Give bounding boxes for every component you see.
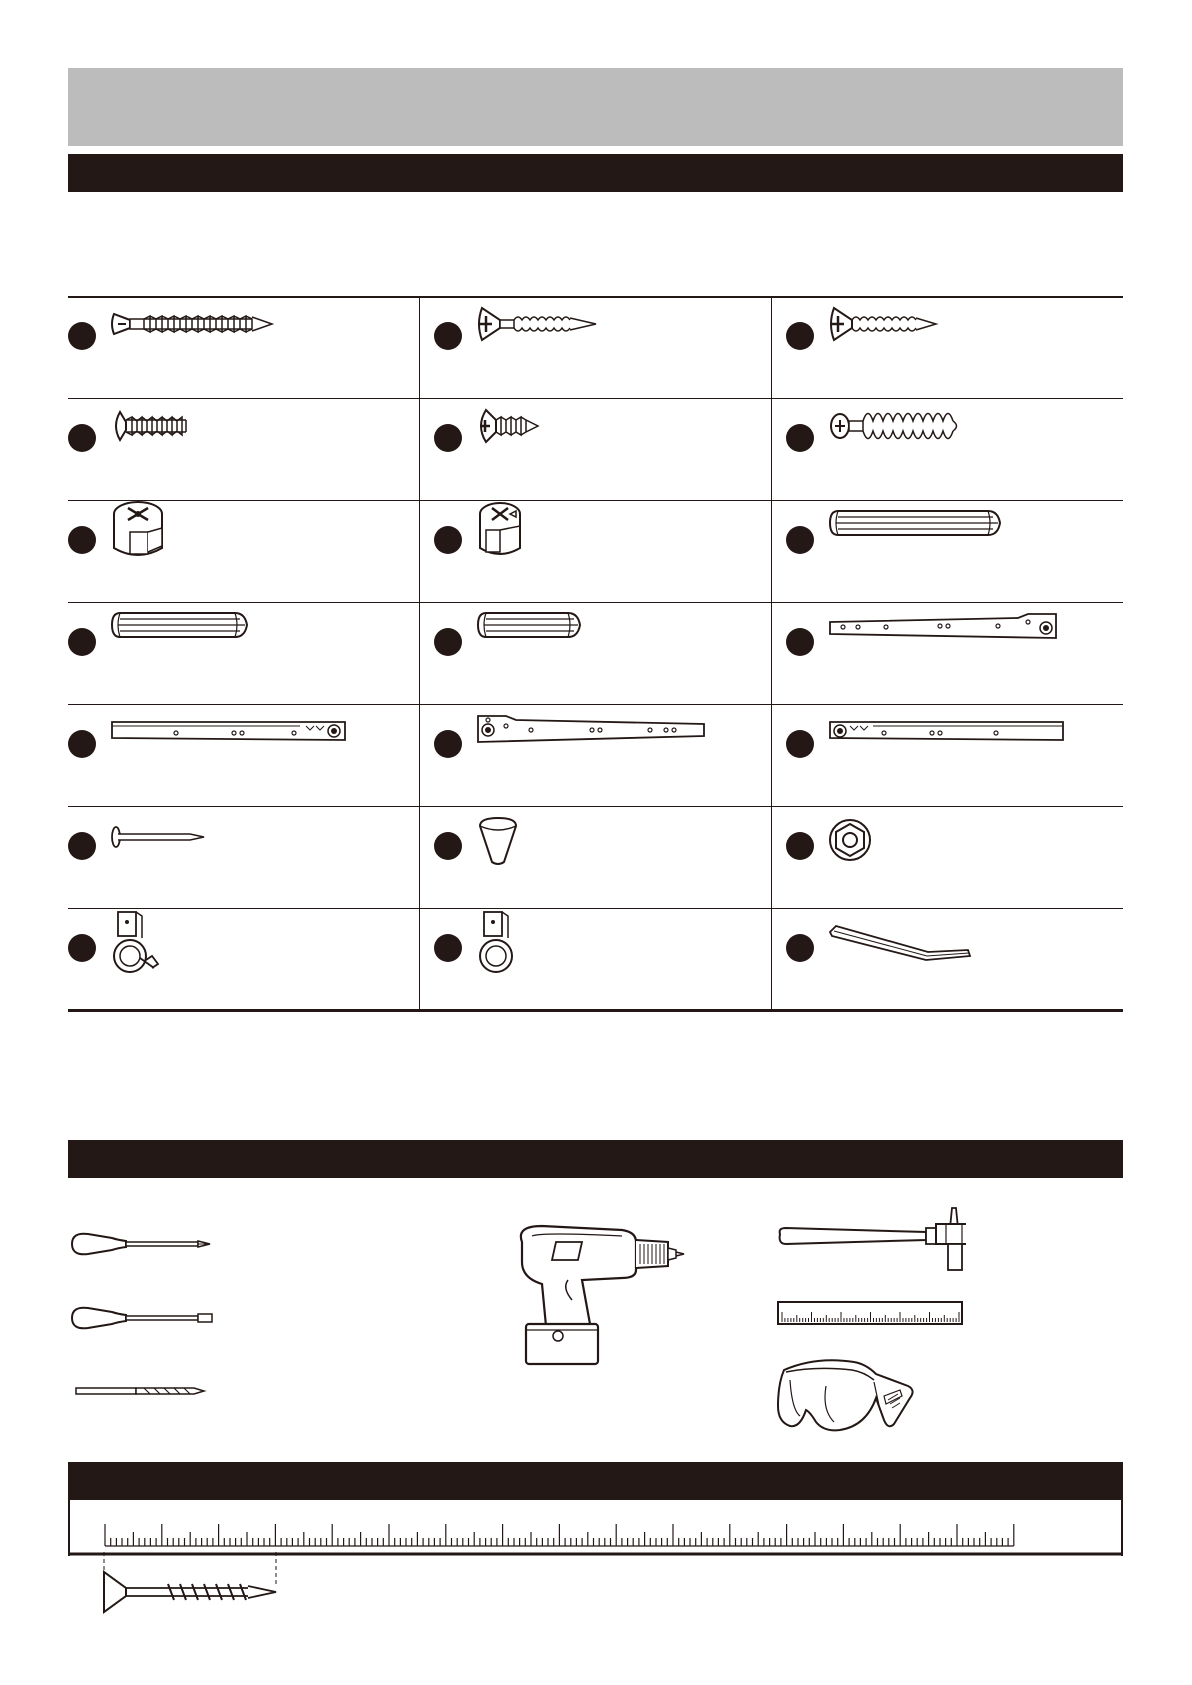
- item-badge: [68, 832, 96, 860]
- drawer-slide-right-icon: [828, 612, 1063, 642]
- truss-head-screw-icon: [110, 406, 200, 446]
- item-badge: [68, 934, 96, 962]
- hardware-item-13: [68, 704, 419, 806]
- item-badge: [786, 628, 814, 656]
- cam-bolt-icon: [828, 406, 968, 446]
- item-badge: [434, 730, 462, 758]
- item-badge: [434, 526, 462, 554]
- item-badge: [68, 730, 96, 758]
- power-drill-icon: [512, 1222, 687, 1367]
- measuring-ruler: [68, 1462, 1123, 1556]
- hardware-item-16: [68, 806, 419, 908]
- item-badge: [434, 424, 462, 452]
- small-cam-lock-icon: [476, 498, 536, 564]
- hardware-item-5: [434, 398, 785, 500]
- item-badge: [68, 628, 96, 656]
- hardware-section-bar: [68, 154, 1123, 192]
- item-badge: [68, 526, 96, 554]
- screw-measure-guide: [96, 1552, 286, 1622]
- short-phillips-screw-icon: [828, 304, 948, 344]
- hardware-item-6: [786, 398, 1137, 500]
- caster-icon: [476, 910, 526, 980]
- long-dowel-icon: [828, 508, 1003, 538]
- hardware-item-20: [434, 908, 785, 1010]
- hardware-item-11: [434, 602, 785, 704]
- allen-key-icon: [828, 918, 978, 968]
- item-badge: [68, 322, 96, 350]
- caster-brake-icon: [110, 910, 170, 980]
- small-screw-icon: [476, 406, 546, 446]
- hardware-item-8: [434, 500, 785, 602]
- hardware-item-9: [786, 500, 1137, 602]
- hardware-item-12: [786, 602, 1137, 704]
- hardware-item-7: [68, 500, 419, 602]
- safety-glasses-icon: [776, 1350, 916, 1440]
- item-badge: [786, 424, 814, 452]
- item-badge: [434, 934, 462, 962]
- hardware-item-1: [68, 296, 419, 398]
- hardware-item-2: [434, 296, 785, 398]
- hardware-item-17: [434, 806, 785, 908]
- item-badge: [434, 628, 462, 656]
- drawer-runner-left-icon: [110, 718, 350, 748]
- item-badge: [786, 730, 814, 758]
- hardware-table: [68, 296, 1123, 1011]
- hex-nut-icon: [828, 814, 878, 864]
- flathead-screwdriver-icon: [68, 1302, 218, 1334]
- short-dowel-icon: [476, 610, 586, 640]
- item-badge: [434, 832, 462, 860]
- phillips-screwdriver-icon: [68, 1228, 213, 1260]
- knob-icon: [476, 816, 522, 868]
- title-banner: [68, 68, 1123, 146]
- ruler-icon: [776, 1300, 964, 1326]
- hammer-icon: [776, 1206, 966, 1276]
- hardware-item-14: [434, 704, 785, 806]
- item-badge: [786, 322, 814, 350]
- item-badge: [68, 424, 96, 452]
- hardware-item-18: [786, 806, 1137, 908]
- hardware-item-19: [68, 908, 419, 1010]
- item-badge: [786, 832, 814, 860]
- tools-section-bar: [68, 1140, 1123, 1178]
- hardware-item-21: [786, 908, 1137, 1010]
- hardware-item-10: [68, 602, 419, 704]
- long-screw-icon: [110, 304, 280, 344]
- medium-dowel-icon: [110, 610, 250, 640]
- drawer-slide-left-icon: [476, 714, 711, 746]
- phillips-screw-icon: [476, 304, 606, 344]
- hardware-item-3: [786, 296, 1137, 398]
- drill-bit-icon: [74, 1384, 209, 1398]
- hardware-item-4: [68, 398, 419, 500]
- item-badge: [786, 526, 814, 554]
- item-badge: [434, 322, 462, 350]
- drawer-runner-right-icon: [828, 718, 1068, 748]
- item-badge: [786, 934, 814, 962]
- cam-lock-icon: [110, 498, 170, 564]
- hardware-item-15: [786, 704, 1137, 806]
- nail-icon: [110, 824, 210, 850]
